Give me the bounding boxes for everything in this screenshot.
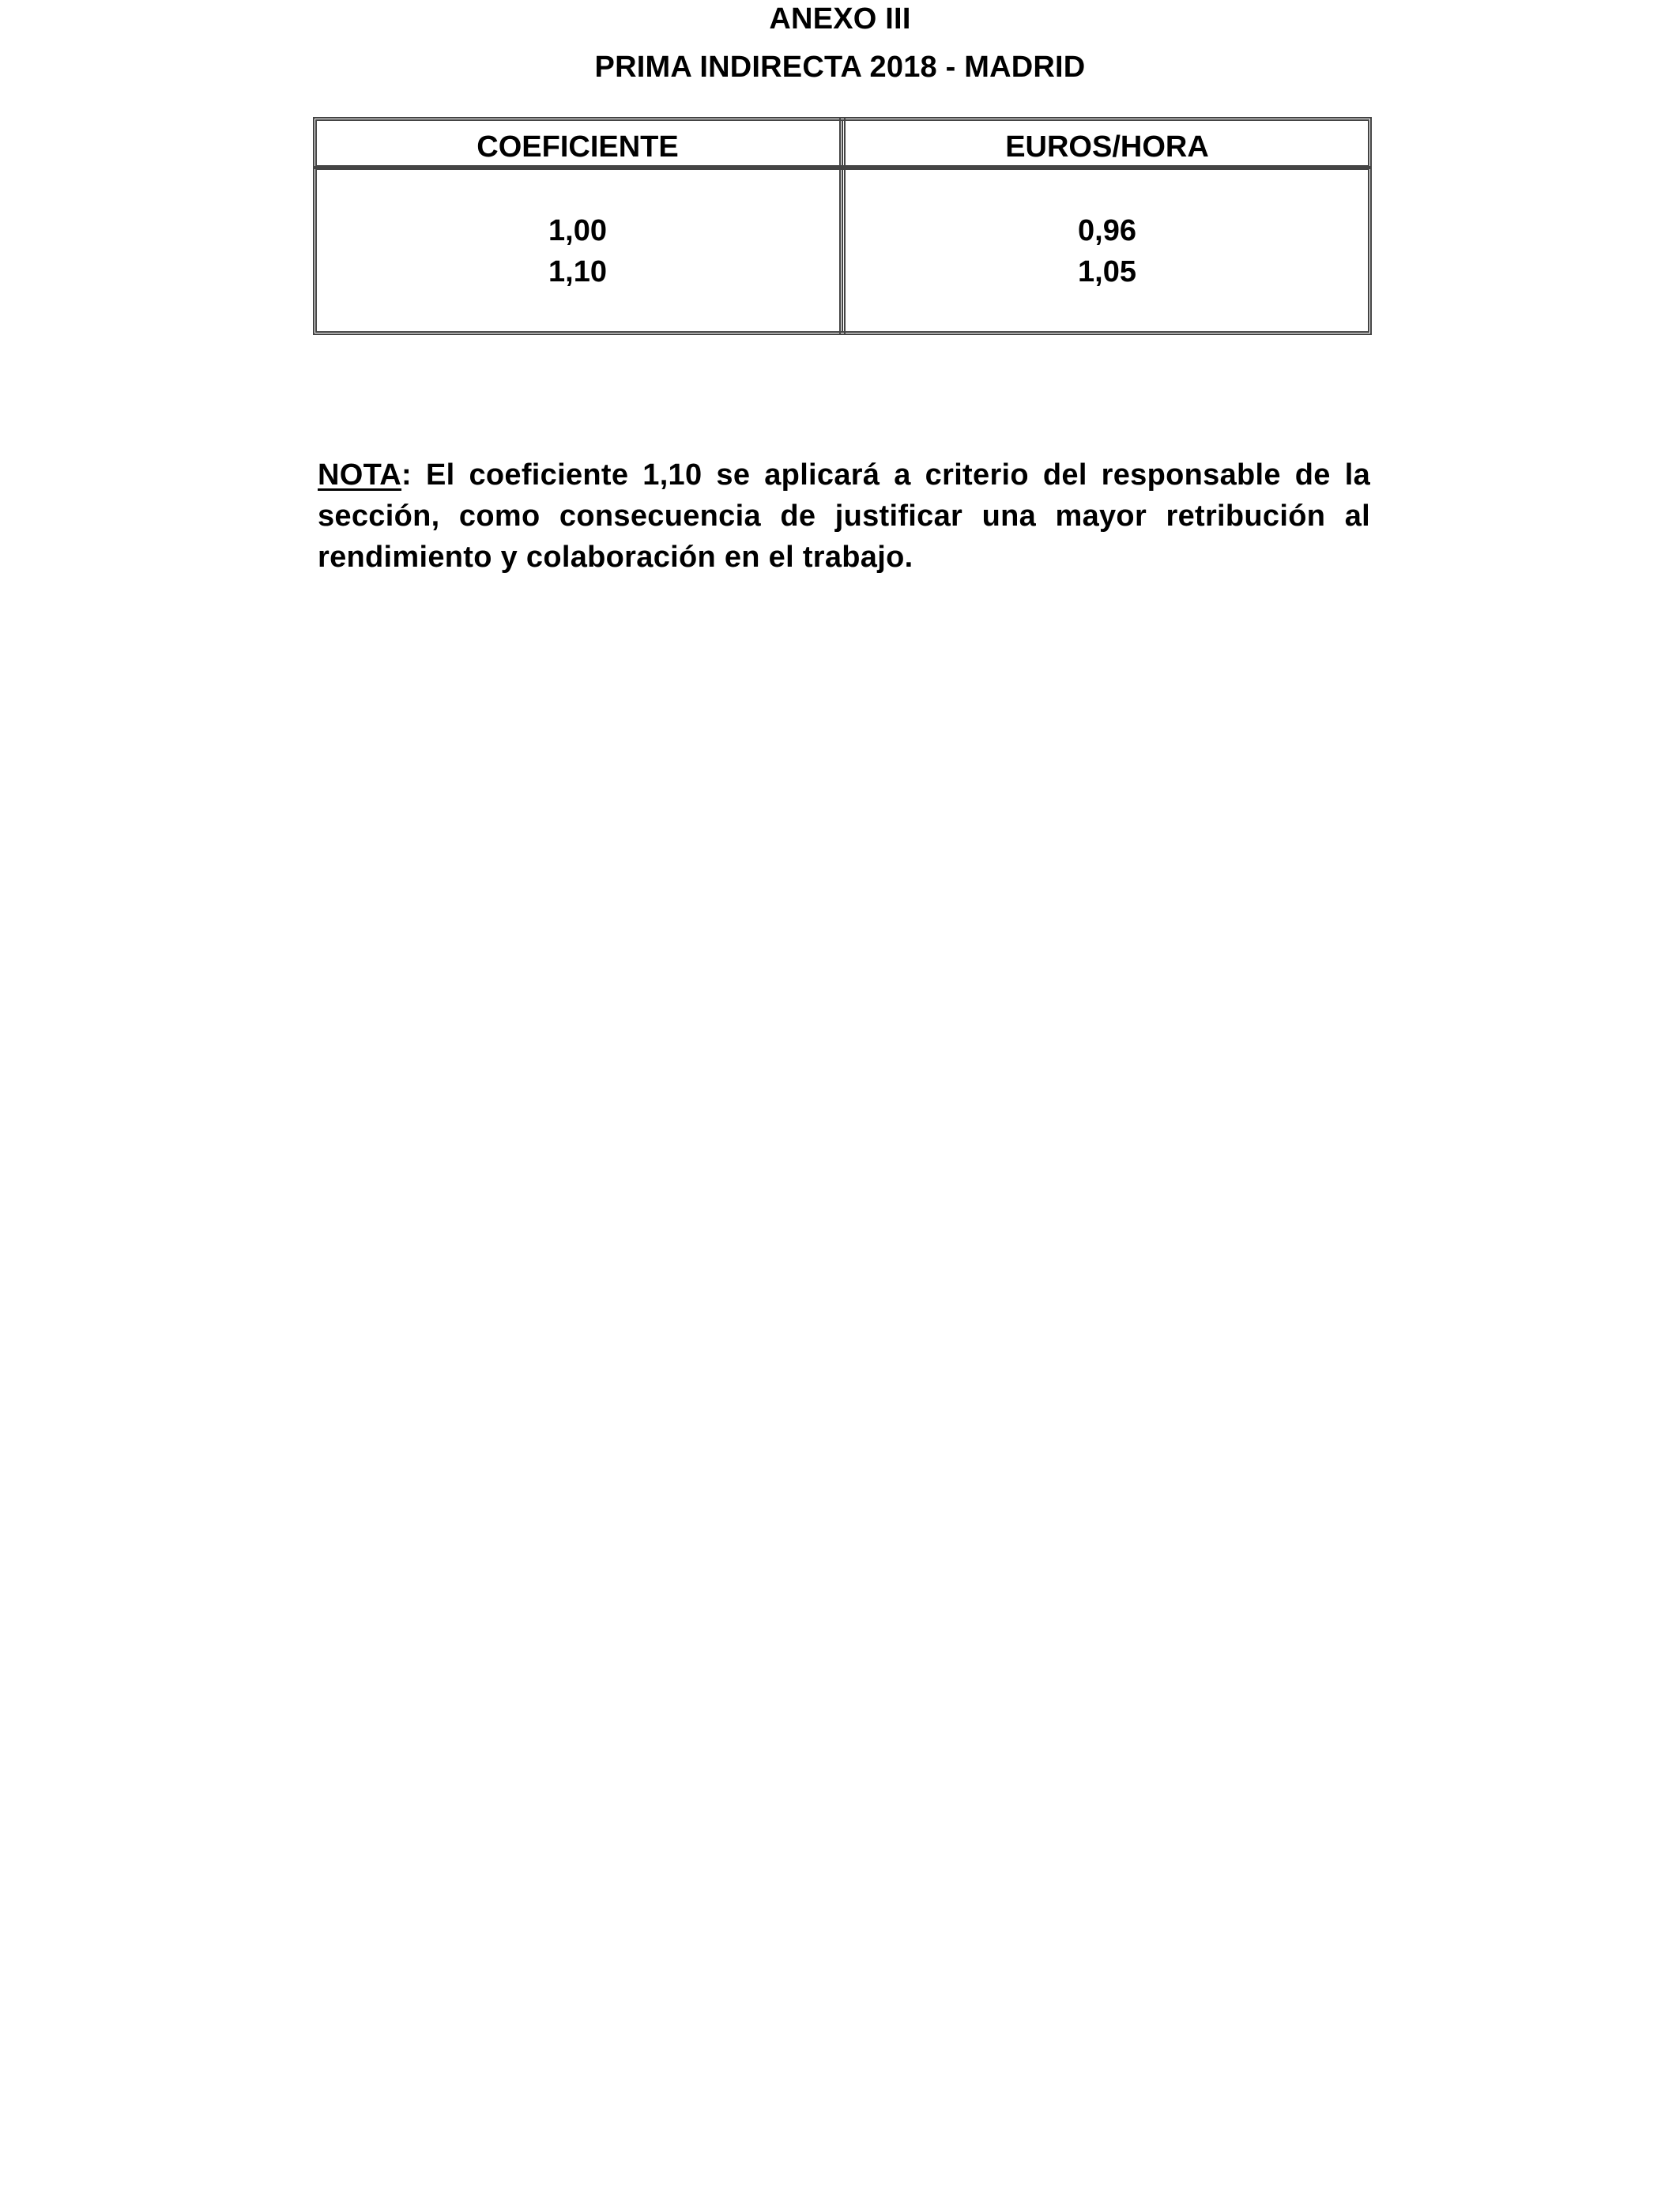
coeficiente-value: 1,10 — [548, 255, 607, 288]
note-text: El coeficiente 1,10 se aplicará a criterio del responsable de la sección, como consecuencia de justificar una mayor retribución al rendimiento y colaboración en el trabajo. — [318, 458, 1370, 574]
note-paragraph — [318, 454, 1370, 578]
coeficiente-value: 1,00 — [548, 214, 607, 247]
coeficiente-values — [313, 210, 842, 292]
euros-hora-value: 1,05 — [1078, 255, 1136, 288]
table-header-euros-hora: EUROS/HORA — [1005, 130, 1209, 164]
note-label: NOTA — [318, 458, 402, 492]
annex-title: ANEXO III — [769, 2, 911, 36]
euros-hora-value: 0,96 — [1078, 214, 1136, 247]
table-header-coeficiente: COEFICIENTE — [477, 130, 679, 164]
note-separator: : — [401, 458, 412, 492]
euros-hora-values — [842, 210, 1372, 292]
annex-subtitle: PRIMA INDIRECTA 2018 - MADRID — [594, 51, 1086, 84]
